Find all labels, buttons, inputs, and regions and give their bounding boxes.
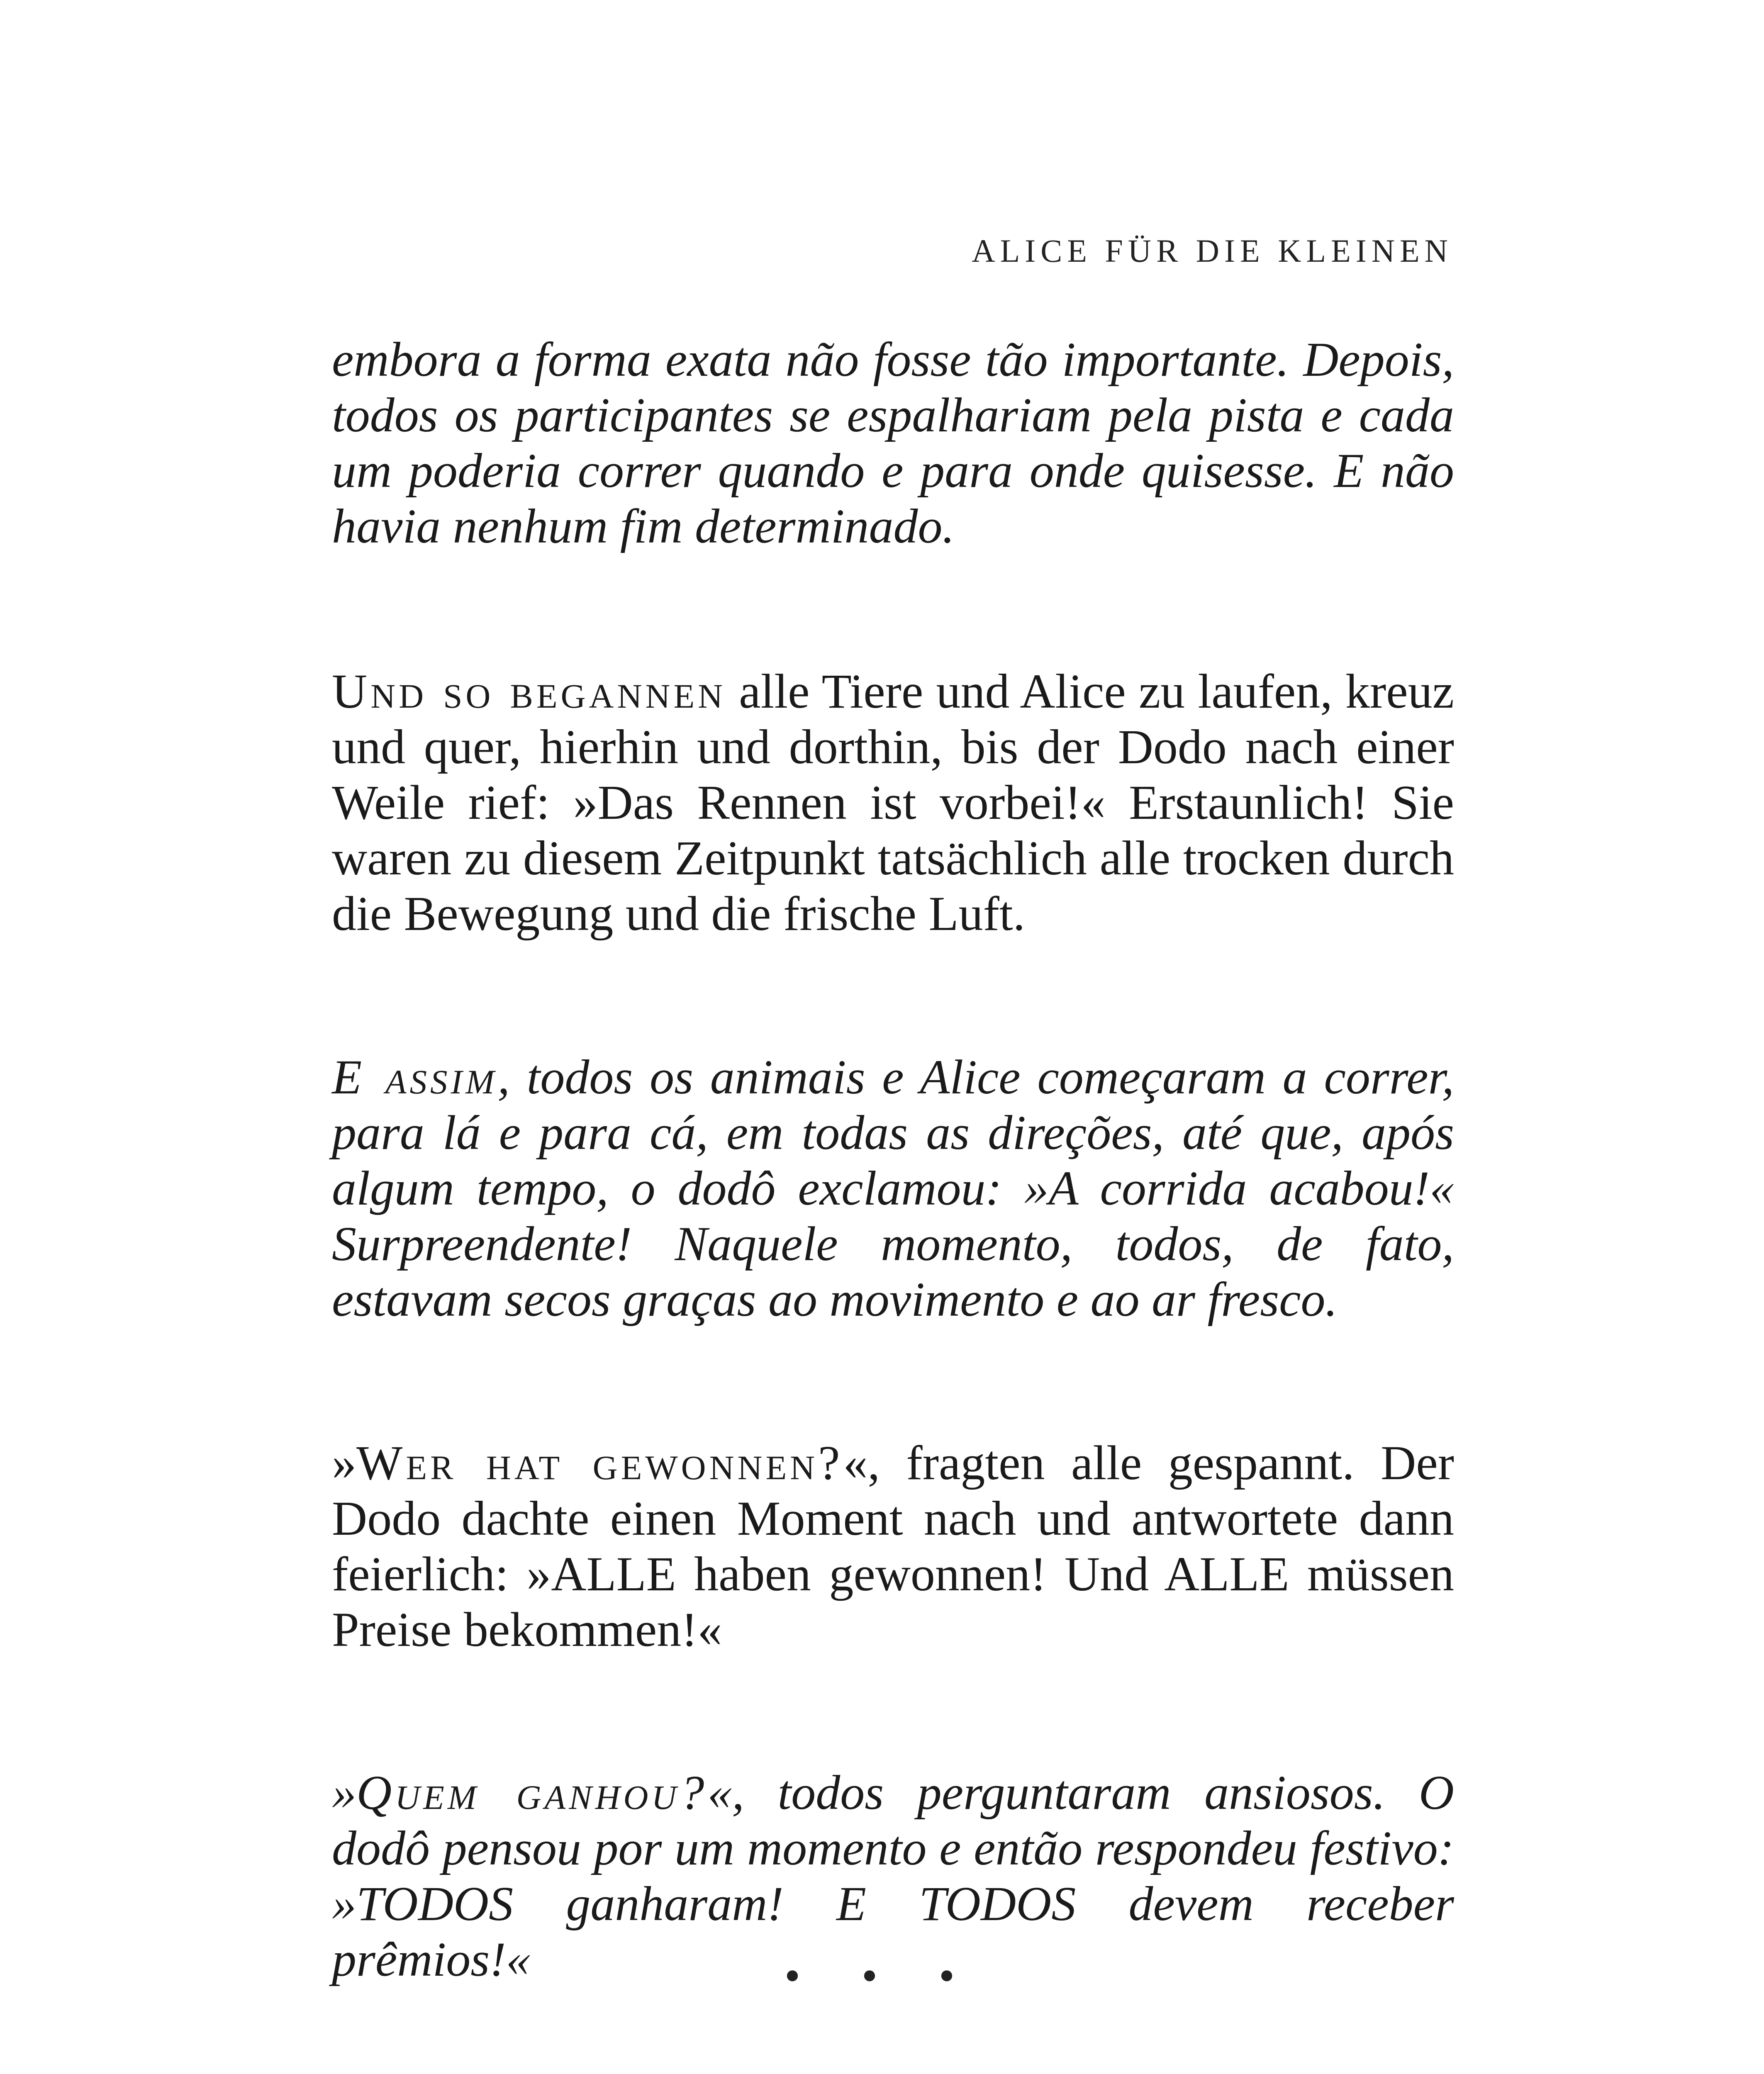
section-break-ornament: • • •: [784, 1950, 980, 2001]
paragraph-text: «, fragten alle gespannt. Der Dodo dachte einen Moment nach und antwortete dann feierlich: »ALLE haben gewonnen! Und ALLE müssen Preise bekommen!«: [332, 1436, 1454, 1657]
paragraph-german-2: [332, 1435, 1454, 1658]
paragraph-text: , todos os animais e Alice começaram a correr, para lá e para cá, em todas as direções, até que, após algum tempo, o dodô exclamou: »A corrida acabou!« Surpreendente! Naquele momento, todos, de fato, estavam secos graças ao movimento e ao ar fresco.: [332, 1050, 1455, 1327]
paragraph-german-1: [332, 664, 1454, 942]
paragraph-text: embora a forma exata não fosse tão importante. Depois, todos os participantes se espalhariam pela pista e cada um poderia correr quando e para onde quisesse. E não havia nenhum fim determinado.: [332, 332, 1454, 553]
paragraph-text: «, todos perguntaram ansiosos. O dodô pensou por um momento e então respondeu festivo: »TODOS ganharam! E TODOS devem receber prêmios!«: [332, 1765, 1454, 1986]
paragraph-portuguese-1: [332, 332, 1454, 554]
paragraph-lead-smallcaps: Und so begannen: [332, 664, 726, 718]
paragraph-lead-prefix: »: [332, 1436, 356, 1490]
paragraph-lead-prefix: »: [332, 1765, 356, 1820]
paragraph-lead-smallcaps: E assim: [332, 1050, 498, 1104]
running-header: ALICE FÜR DIE KLEINEN: [972, 233, 1453, 269]
paragraph-portuguese-2: [332, 1049, 1454, 1327]
paragraph-lead-smallcaps: Quem ganhou?: [356, 1765, 708, 1820]
paragraph-text: alle Tiere und Alice zu laufen, kreuz und quer, hierhin und dorthin, bis der Dodo nach einer Weile rief: »Das Rennen ist vorbei!« Erstaunlich! Sie waren zu diesem Zeitpunkt tatsächlich alle trocken durch die Bewegung und die frische Luft.: [332, 664, 1455, 941]
paragraph-lead-smallcaps: Wer hat gewonnen?: [356, 1436, 843, 1490]
